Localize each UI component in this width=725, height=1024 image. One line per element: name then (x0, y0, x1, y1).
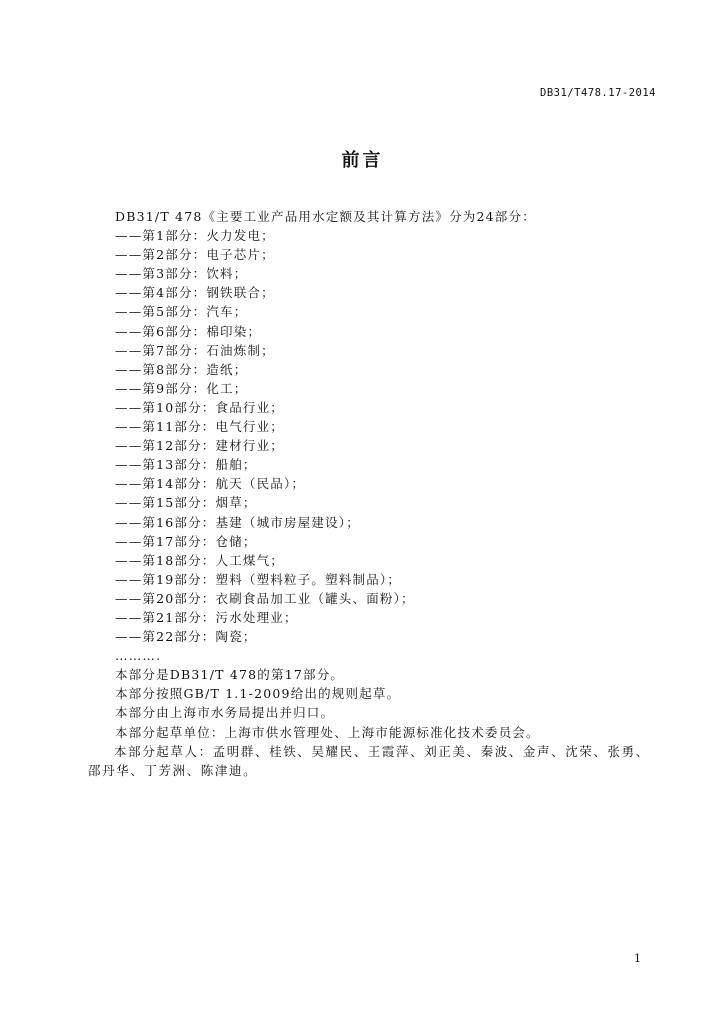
list-item: ——第7部分：石油炼制； (115, 342, 275, 358)
list-item: ——第21部分：污水处理业； (115, 609, 298, 625)
list-item: ——第22部分：陶瓷； (115, 629, 257, 645)
parts-list (89, 226, 659, 665)
intro-line: DB31/T 478《主要工业产品用水定额及其计算方法》分为24部分： (115, 209, 536, 224)
list-item: ——第4部分：钢铁联合； (115, 285, 275, 301)
list-item: ——第16部分：基建（城市房屋建设）； (115, 514, 360, 530)
list-item: ——第19部分：塑料（塑料粒子。塑料制品）； (115, 571, 402, 587)
statement-line: 本部分由上海市水务局提出并归口。 (115, 705, 335, 721)
list-item: ——第15部分：烟草； (115, 495, 257, 511)
document-code: DB31/T478.17-2014 (540, 87, 656, 99)
list-item: ——第14部分：航天（民品）； (115, 476, 306, 492)
list-item: ——第11部分：电气行业； (115, 419, 285, 435)
list-item: ——第20部分：衣刷食品加工业（罐头、面粉）； (115, 590, 415, 606)
list-item: ——第18部分：人工煤气； (115, 552, 285, 568)
list-item: ——第10部分：食品行业； (115, 399, 285, 415)
statement-line: 本部分起草单位：上海市供水管理处、上海市能源标准化技术委员会。 (115, 724, 540, 740)
list-item: ——第1部分：火力发电； (115, 228, 275, 244)
list-item: ——第13部分：船舶； (115, 457, 257, 473)
statement-line: 本部分是DB31/T 478的第17部分。 (115, 667, 345, 683)
statement-line: 本部分按照GB/T 1.1-2009给出的规则起草。 (115, 686, 401, 702)
list-item: ——第6部分：棉印染； (115, 323, 262, 339)
list-item: ——第2部分：电子芯片； (115, 247, 275, 263)
list-item: ——第9部分：化工； (115, 380, 248, 396)
page-number: 1 (634, 952, 641, 965)
list-item: ——第17部分：仓储； (115, 533, 257, 549)
page-title: 前言 (341, 150, 384, 171)
list-item: ——第12部分：建材行业； (115, 438, 285, 454)
foreword-body (89, 207, 659, 780)
list-ellipsis: ………. (115, 648, 162, 664)
list-item: ——第3部分：饮料； (115, 266, 248, 282)
list-item: ——第5部分：汽车； (115, 304, 248, 320)
drafters-line: 本部分起草人：孟明群、桂铁、吴耀民、王霞萍、刘正美、秦波、金声、沈荣、张勇、邵丹华、丁芳洲、陈津迪。 (88, 743, 650, 778)
list-item: ——第8部分：造纸； (115, 361, 248, 377)
